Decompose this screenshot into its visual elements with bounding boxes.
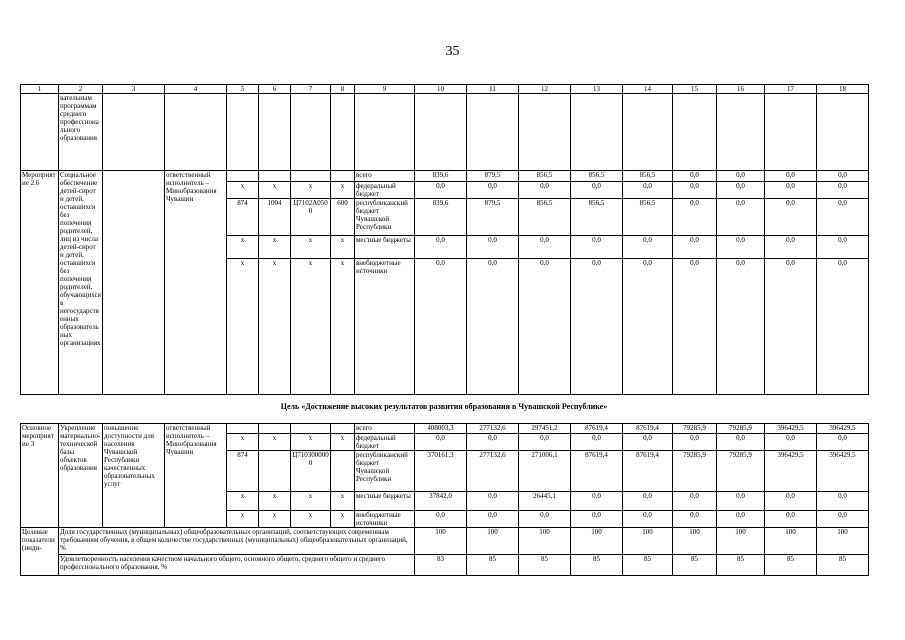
target-article-cell: x [291, 511, 331, 528]
amount-cell: 0,0 [571, 259, 623, 395]
table-cell [21, 94, 59, 171]
amount-cell: 0,0 [467, 511, 519, 528]
amount-cell: 408003,3 [415, 424, 467, 434]
amount-cell: 277132,6 [467, 424, 519, 434]
expense-group-cell: x [331, 182, 355, 199]
amount-cell: 0,0 [673, 171, 717, 182]
funding-source-cell: федеральный бюджет [355, 434, 415, 451]
amount-cell: 839,6 [415, 171, 467, 182]
amount-cell: 0,0 [519, 259, 571, 395]
column-header: 9 [355, 85, 415, 94]
amount-cell: 0,0 [623, 182, 673, 199]
target-article-cell: x [291, 259, 331, 395]
amount-cell: 87619,4 [623, 451, 673, 492]
indicator-value-cell: 83 [415, 555, 467, 576]
grbs-cell [227, 424, 259, 434]
column-header: 2 [59, 85, 103, 94]
amount-cell: 0,0 [717, 492, 765, 511]
measure-label-cell: Мероприятие 2.6 [21, 171, 59, 395]
column-header: 3 [103, 85, 165, 94]
amount-cell: 856,5 [623, 199, 673, 236]
amount-cell: 0,0 [623, 434, 673, 451]
amount-cell: 0,0 [467, 492, 519, 511]
amount-cell: 0,0 [673, 492, 717, 511]
budget-table-upper [20, 84, 869, 395]
amount-cell: 0,0 [415, 182, 467, 199]
amount-cell: 87619,4 [571, 424, 623, 434]
column-header: 10 [415, 85, 467, 94]
amount-cell: 0,0 [717, 434, 765, 451]
amount-cell: 0,0 [817, 171, 869, 182]
amount-cell: 879,5 [467, 171, 519, 182]
funding-source-cell: внебюджетные источники [355, 511, 415, 528]
expense-group-cell [331, 171, 355, 182]
amount-cell: 0,0 [415, 511, 467, 528]
amount-cell: 0,0 [817, 511, 869, 528]
section-cell: 1004 [259, 199, 291, 236]
indicator-value-cell: 100 [467, 528, 519, 555]
table-cell [227, 94, 259, 171]
expense-group-cell: x [331, 511, 355, 528]
grbs-cell: x [227, 182, 259, 199]
page-number: 35 [445, 44, 460, 59]
target-article-cell [291, 424, 331, 434]
section-cell: x [259, 236, 291, 259]
table-cell [717, 94, 765, 171]
responsible-cell: ответственный исполнитель – Минобразования Чувашии [165, 424, 227, 528]
amount-cell: 0,0 [673, 434, 717, 451]
amount-cell: 0,0 [519, 182, 571, 199]
program-continuation-cell: вательным программам среднего профессионального образования [59, 94, 103, 171]
indicator-value-cell: 85 [717, 555, 765, 576]
amount-cell: 0,0 [765, 199, 817, 236]
amount-cell: 37842,0 [415, 492, 467, 511]
amount-cell: 0,0 [415, 259, 467, 395]
amount-cell: 396429,5 [765, 424, 817, 434]
amount-cell: 0,0 [623, 492, 673, 511]
amount-cell: 87619,4 [623, 424, 673, 434]
expense-group-cell: x [331, 434, 355, 451]
target-article-cell [291, 171, 331, 182]
target-article-cell: x [291, 492, 331, 511]
amount-cell: 370161,3 [415, 451, 467, 492]
amount-cell: 0,0 [415, 236, 467, 259]
expense-group-cell [331, 424, 355, 434]
table-cell [817, 94, 869, 171]
amount-cell: 0,0 [673, 199, 717, 236]
expense-group-cell: x [331, 236, 355, 259]
amount-cell: 0,0 [717, 259, 765, 395]
section-cell: x [259, 259, 291, 395]
amount-cell: 0,0 [623, 236, 673, 259]
indicator-value-cell: 100 [717, 528, 765, 555]
column-header: 18 [817, 85, 869, 94]
table-cell [331, 94, 355, 171]
expense-group-cell: x [331, 492, 355, 511]
indicator-row [21, 528, 869, 555]
indicator-text-cell: Удовлетворенность населения качеством начального общего, основного общего, среднего общего и среднего профессионального образования, % [59, 555, 415, 576]
amount-cell: 0,0 [765, 259, 817, 395]
section-cell [259, 424, 291, 434]
target-article-cell: x [291, 434, 331, 451]
amount-cell: 0,0 [673, 236, 717, 259]
amount-cell: 0,0 [467, 434, 519, 451]
section-cell [259, 451, 291, 492]
indicator-value-cell: 85 [623, 555, 673, 576]
funding-source-cell: всего [355, 424, 415, 434]
measure-name-cell: Социальное обеспечение детей-сирот и детей, оставшихся без попечения родителей, лиц из числа детей-сирот и детей, оставшихся без попечения родителей, обучающихся в негосударственных образовательных организациях [59, 171, 103, 395]
amount-cell: 0,0 [673, 182, 717, 199]
table-row [21, 424, 869, 434]
table-cell [765, 94, 817, 171]
budget-table-lower [20, 423, 869, 576]
target-article-cell: Ц7103000000 [291, 451, 331, 492]
indicator-row [21, 555, 869, 576]
header-row [21, 85, 869, 94]
amount-cell: 0,0 [467, 236, 519, 259]
column-header: 14 [623, 85, 673, 94]
grbs-cell [227, 171, 259, 182]
amount-cell: 856,5 [571, 199, 623, 236]
indicator-value-cell: 85 [519, 555, 571, 576]
amount-cell: 0,0 [717, 511, 765, 528]
indicator-value-cell: 85 [765, 555, 817, 576]
column-header: 1 [21, 85, 59, 94]
indicator-value-cell: 100 [623, 528, 673, 555]
amount-cell: 856,5 [571, 171, 623, 182]
funding-source-cell: внебюджетные источники [355, 259, 415, 395]
amount-cell: 0,0 [571, 492, 623, 511]
amount-cell: 0,0 [467, 259, 519, 395]
indicator-value-cell: 100 [519, 528, 571, 555]
amount-cell: 0,0 [817, 434, 869, 451]
amount-cell: 0,0 [817, 492, 869, 511]
amount-cell: 0,0 [519, 236, 571, 259]
column-header: 4 [165, 85, 227, 94]
funding-source-cell: федеральный бюджет [355, 182, 415, 199]
column-header: 8 [331, 85, 355, 94]
table-cell [415, 94, 467, 171]
section-cell: x [259, 182, 291, 199]
amount-cell: 297451,2 [519, 424, 571, 434]
grbs-cell: 874 [227, 199, 259, 236]
amount-cell: 0,0 [717, 171, 765, 182]
grbs-cell: x [227, 511, 259, 528]
indicator-text-cell: Доля государственных (муниципальных) общеобразовательных организаций, соответствующих современным требованиям обучения, в общем количестве государственных (муниципальных) общеобразовательных организаций, % [59, 528, 415, 555]
expense-group-cell [331, 451, 355, 492]
amount-cell: 0,0 [765, 434, 817, 451]
funding-source-cell: республиканский бюджет Чувашской Республики [355, 199, 415, 236]
table-row [21, 94, 869, 171]
indicator-value-cell: 100 [571, 528, 623, 555]
target-article-cell: x [291, 182, 331, 199]
column-header: 5 [227, 85, 259, 94]
section-cell: x [259, 434, 291, 451]
amount-cell: 879,5 [467, 199, 519, 236]
expense-group-cell: 600 [331, 199, 355, 236]
indicator-value-cell: 100 [765, 528, 817, 555]
amount-cell: 396429,5 [817, 451, 869, 492]
indicators-label-cell: Целевые показатели (инди- [21, 528, 59, 576]
grbs-cell: x [227, 259, 259, 395]
amount-cell: 0,0 [571, 434, 623, 451]
table-cell [291, 94, 331, 171]
funding-source-cell: местные бюджеты [355, 236, 415, 259]
amount-cell: 87619,4 [571, 451, 623, 492]
indicator-value-cell: 85 [571, 555, 623, 576]
column-header: 7 [291, 85, 331, 94]
amount-cell: 0,0 [817, 259, 869, 395]
amount-cell: 0,0 [717, 236, 765, 259]
amount-cell: 0,0 [673, 511, 717, 528]
amount-cell: 79285,9 [717, 424, 765, 434]
section-cell: x [259, 492, 291, 511]
amount-cell: 0,0 [717, 199, 765, 236]
expense-group-cell: x [331, 259, 355, 395]
column-header: 15 [673, 85, 717, 94]
amount-cell: 0,0 [717, 182, 765, 199]
main-measure-label-cell: Основное мероприятие 3 [21, 424, 59, 528]
indicator-value-cell: 100 [817, 528, 869, 555]
table-cell [467, 94, 519, 171]
amount-cell: 0,0 [765, 511, 817, 528]
amount-cell: 396429,5 [765, 451, 817, 492]
funding-source-cell: республиканский бюджет Чувашской Республики [355, 451, 415, 492]
indicator-value-cell: 100 [673, 528, 717, 555]
amount-cell: 0,0 [571, 182, 623, 199]
measure-name-cell: Укрепление материально-технической базы объектов образования [59, 424, 103, 528]
table-cell [103, 94, 165, 171]
table-cell [165, 94, 227, 171]
amount-cell: 79285,9 [673, 424, 717, 434]
target-article-cell: x [291, 236, 331, 259]
amount-cell: 0,0 [765, 171, 817, 182]
amount-cell: 277132,6 [467, 451, 519, 492]
amount-cell: 0,0 [817, 199, 869, 236]
purpose-cell: повышение доступности для населения Чувашской Республики качественных образовательных услуг [103, 424, 165, 528]
column-header: 6 [259, 85, 291, 94]
amount-cell: 0,0 [519, 434, 571, 451]
amount-cell: 0,0 [467, 182, 519, 199]
table-cell [355, 94, 415, 171]
grbs-cell: 874 [227, 451, 259, 492]
goal-title: Цель «Достижение высоких результатов развития образования в Чувашской Республике» [280, 402, 608, 411]
grbs-cell: x [227, 236, 259, 259]
table-cell [571, 94, 623, 171]
section-cell: x [259, 511, 291, 528]
column-header: 16 [717, 85, 765, 94]
amount-cell: 0,0 [817, 236, 869, 259]
amount-cell: 856,5 [623, 171, 673, 182]
amount-cell: 0,0 [415, 434, 467, 451]
amount-cell: 271006,1 [519, 451, 571, 492]
column-header: 11 [467, 85, 519, 94]
table-cell [673, 94, 717, 171]
amount-cell: 0,0 [623, 259, 673, 395]
table-cell [259, 94, 291, 171]
funding-source-cell: всего [355, 171, 415, 182]
amount-cell: 856,5 [519, 199, 571, 236]
amount-cell: 79285,9 [717, 451, 765, 492]
column-header: 17 [765, 85, 817, 94]
responsible-cell: ответственный исполнитель – Минобразования Чувашии [165, 171, 227, 395]
target-article-cell: Ц7102А0500 [291, 199, 331, 236]
amount-cell: 0,0 [817, 182, 869, 199]
indicator-value-cell: 100 [415, 528, 467, 555]
purpose-cell [103, 171, 165, 395]
amount-cell: 0,0 [765, 182, 817, 199]
amount-cell: 79285,9 [673, 451, 717, 492]
amount-cell: 0,0 [765, 492, 817, 511]
indicator-value-cell: 85 [673, 555, 717, 576]
amount-cell: 856,5 [519, 171, 571, 182]
table-row [21, 171, 869, 182]
amount-cell: 0,0 [519, 511, 571, 528]
funding-source-cell: местные бюджеты [355, 492, 415, 511]
table-cell [519, 94, 571, 171]
indicator-value-cell: 85 [467, 555, 519, 576]
amount-cell: 26445,1 [519, 492, 571, 511]
indicator-value-cell: 85 [817, 555, 869, 576]
amount-cell: 0,0 [765, 236, 817, 259]
column-header: 13 [571, 85, 623, 94]
amount-cell: 0,0 [623, 511, 673, 528]
column-header: 12 [519, 85, 571, 94]
amount-cell: 396429,5 [817, 424, 869, 434]
table-cell [623, 94, 673, 171]
grbs-cell: x [227, 492, 259, 511]
amount-cell: 839,6 [415, 199, 467, 236]
amount-cell: 0,0 [673, 259, 717, 395]
amount-cell: 0,0 [571, 236, 623, 259]
grbs-cell: x [227, 434, 259, 451]
amount-cell: 0,0 [571, 511, 623, 528]
section-cell [259, 171, 291, 182]
